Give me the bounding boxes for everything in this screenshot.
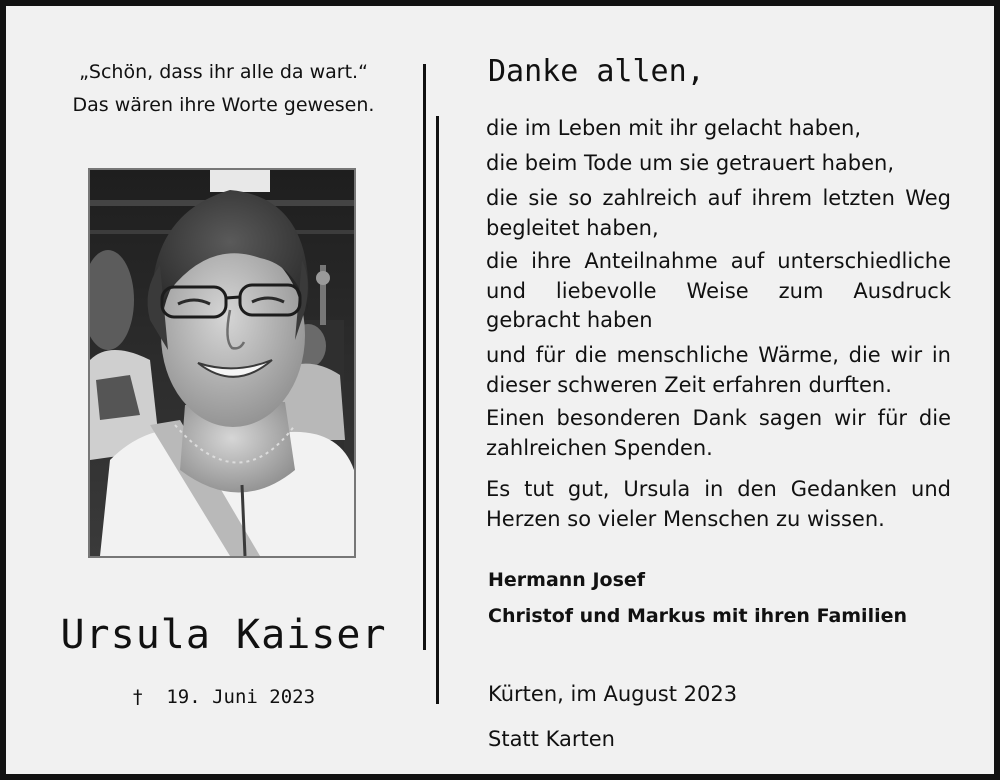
thanks-paragraph — [486, 114, 951, 144]
portrait-illustration — [90, 170, 354, 556]
quote-line-1: „Schön, dass ihr alle da wart.“ — [79, 61, 368, 83]
thanks-paragraph — [486, 247, 951, 336]
thanks-line: und für die menschliche Wärme, die wir in — [486, 343, 951, 367]
thanks-paragraph — [486, 404, 951, 463]
thanks-paragraph — [486, 341, 951, 400]
thanks-line: zahlreichen Spenden. — [486, 435, 713, 460]
divider-line-right — [436, 116, 439, 704]
portrait-photo — [88, 168, 356, 558]
thanks-paragraph — [486, 475, 951, 534]
divider-line-left — [423, 64, 426, 650]
place-date: Kürten, im August 2023 — [488, 682, 738, 706]
thanks-line: die im Leben mit ihr gelacht haben, — [486, 116, 861, 140]
statt-karten-note: Statt Karten — [488, 727, 615, 751]
thanks-line: die beim Tode um sie getrauert haben, — [486, 151, 894, 175]
signature-line-1: Hermann Josef — [488, 569, 646, 591]
thanks-line: und liebevolle Weise zum Ausdruck — [486, 278, 951, 303]
thanks-heading: Danke allen, — [488, 54, 705, 89]
cross-symbol: † — [131, 686, 144, 708]
deceased-name: Ursula Kaiser — [60, 612, 387, 658]
thanks-line: Herzen so vieler Menschen zu wissen. — [486, 506, 885, 531]
thanks-line: gebracht haben — [486, 308, 653, 332]
thanks-line: die sie so zahlreich auf ihrem letzten Weg — [486, 186, 951, 210]
thanks-line: Einen besonderen Dank sagen wir für die — [486, 406, 951, 430]
thanks-paragraph — [486, 184, 951, 243]
signature-line-2: Christof und Markus mit ihren Familien — [488, 605, 908, 627]
quote-line-2: Das wären ihre Worte gewesen. — [72, 94, 375, 116]
thanks-line: begleitet haben, — [486, 215, 659, 240]
thanks-line: Es tut gut, Ursula in den Gedanken und — [486, 477, 951, 501]
thanks-paragraph — [486, 149, 951, 179]
thanks-line: dieser schweren Zeit erfahren durften. — [486, 372, 892, 397]
thanks-line: die ihre Anteilnahme auf unterschiedliche — [486, 249, 951, 273]
death-date: 19. Juni 2023 — [166, 686, 316, 708]
death-date-line — [46, 686, 401, 708]
